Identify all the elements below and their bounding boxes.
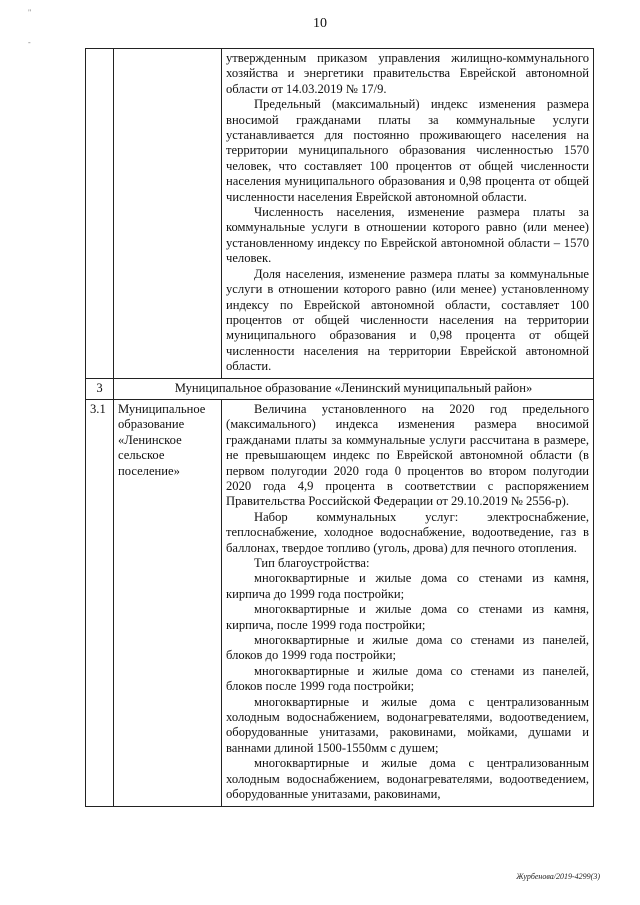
paragraph: многоквартирные и жилые дома со стенами из панелей, блоков до 1999 года постройки; [226, 633, 589, 663]
row-number: 3.1 [86, 399, 114, 806]
paragraph: утвержденным приказом управления жилищно-коммунального хозяйства и энергетики правительства Еврейской автономной области от 14.03.2019 № 17/9. [226, 51, 589, 96]
margin-mark: " [28, 8, 32, 17]
page-number: 10 [313, 16, 327, 31]
paragraph: многоквартирные и жилые дома с централизованным холодным водоснабжением, водонагревателями, водоотведением, оборудованные унитазами, раковинами, мойками, душами и ваннами длиной 1500-1550мм с душем; [226, 694, 589, 755]
table-row-3-1 [86, 399, 594, 806]
paragraph: Тип благоустройства: [254, 556, 370, 570]
section-number: 3 [86, 378, 114, 399]
municipality-name: Муниципальное образование «Ленинское сельское поселение» [114, 399, 222, 806]
cell-description [222, 399, 594, 806]
document-footer-code: Журбенова/2019-4299(3) [516, 872, 600, 881]
document-table [85, 48, 594, 807]
paragraph: Величина установленного на 2020 год предельного (максимального) индекса изменения размера вносимой гражданами платы за коммунальные услуги рассчитана в размере, не превышающем индекс по Еврейской автономной области (в первом полугодии 2020 года 0 процентов во втором полугодии 2020 года 4,9 процента в соответствии с распоряжением Правительства Российской Федерации от 29.10.2019 № 2556-р). [226, 401, 589, 509]
cell-number [86, 49, 114, 379]
paragraph: Доля населения, изменение размера платы за коммунальные услуги в отношении которого равно (или менее) установленному индексу по Еврейской автономной области, составляет 100 процентов от общей численности населения на территории муниципального образования и 0,98 процента от общей численности населения на территории Еврейской автономной области. [226, 266, 589, 374]
cell-description [222, 49, 594, 379]
paragraph: многоквартирные и жилые дома со стенами из панелей, блоков после 1999 года постройки; [226, 663, 589, 694]
paragraph: Численность населения, изменение размера платы за коммунальные услуги в отношении которого равно (или менее) установленному индексу по Еврейской автономной области – 1570 человек. [226, 205, 589, 266]
paragraph: многоквартирные и жилые дома с централизованным холодным водоснабжением, водонагревателями, водоотведением, оборудованные унитазами, раковинами, [226, 756, 589, 802]
table-row-section-header [86, 378, 594, 399]
paragraph: многоквартирные и жилые дома со стенами из камня, кирпича, после 1999 года постройки; [226, 602, 589, 632]
paragraph: Предельный (максимальный) индекс изменения размера вносимой гражданами платы за коммунальные услуги устанавливается для постоянно проживающего населения на территории муниципального образования численностью 1570 человек, что составляет 100 процентов от общей численности населения муниципального образования и 0,98 процента от общей численности населения Еврейской автономной области. [226, 97, 589, 204]
margin-mark: - [28, 38, 31, 47]
paragraph: многоквартирные и жилые дома со стенами из камня, кирпича до 1999 года постройки; [226, 571, 589, 601]
cell-municipality [114, 49, 222, 379]
table-row-continuation [86, 49, 594, 379]
section-title: Муниципальное образование «Ленинский муниципальный район» [114, 378, 594, 399]
paragraph: Набор коммунальных услуг: электроснабжение, теплоснабжение, холодное водоснабжение, водоотведение, газ в баллонах, твердое топливо (уголь, дрова) для печного отопления. [226, 509, 589, 555]
